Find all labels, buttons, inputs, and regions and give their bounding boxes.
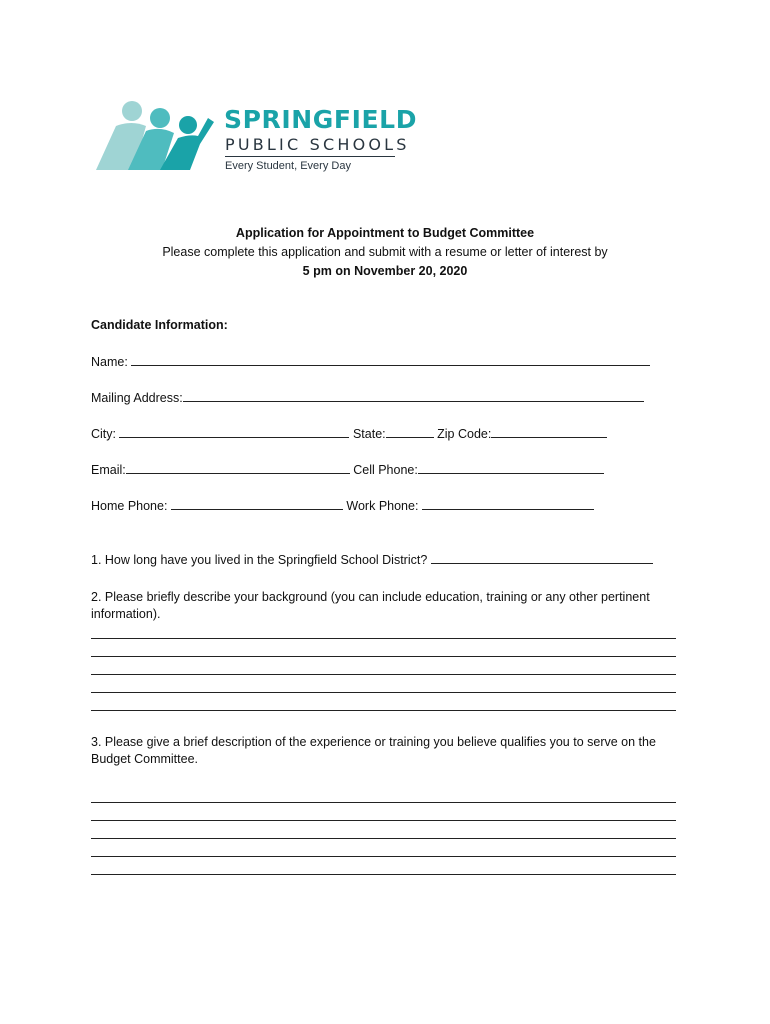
question-1-text: 1. How long have you lived in the Springfield School District? [91,553,428,567]
form-header [0,224,770,281]
students-logo-icon [94,98,218,176]
city-field[interactable] [119,425,349,438]
question-2-answer-line[interactable] [91,709,676,711]
logo-subtitle: PUBLIC SCHOOLS [225,135,410,154]
question-3-answer-line[interactable] [91,873,676,875]
mailing-address-field[interactable] [183,389,644,402]
email-field[interactable] [126,461,350,474]
work-phone-label: Work Phone: [346,499,419,513]
question-1-row [91,551,653,568]
phone-row [91,497,594,514]
state-label: State: [352,427,386,441]
email-label: Email: [91,463,126,477]
logo-tagline: Every Student, Every Day [225,160,351,172]
springfield-logo [94,98,418,178]
city-label: City: [91,427,116,441]
question-2-answer-line[interactable] [91,655,676,657]
logo-wordmark: SPRINGFIELD [224,105,418,134]
name-row [91,353,650,370]
question-2-answer-line[interactable] [91,637,676,639]
work-phone-field[interactable] [422,497,594,510]
section-title-candidate: Candidate Information: [91,318,228,332]
name-label: Name: [91,355,128,369]
question-2-text: 2. Please briefly describe your background (you can include education, training or any other pertinent information). [91,590,650,621]
question-3-answer-line[interactable] [91,819,676,821]
home-phone-field[interactable] [171,497,343,510]
mailing-row [91,389,644,406]
home-phone-label: Home Phone: [91,499,168,513]
question-3-text: 3. Please give a brief description of the experience or training you believe qualifies you to serve on the Budget Committee. [91,735,656,766]
question-3-answer-line[interactable] [91,837,676,839]
cell-phone-label: Cell Phone: [353,463,418,477]
question-3-answer-line[interactable] [91,855,676,857]
name-field[interactable] [131,353,650,366]
question-3-answer-line[interactable] [91,801,676,803]
question-2-answer-line[interactable] [91,673,676,675]
question-2-answer-line[interactable] [91,691,676,693]
logo-divider [225,156,395,157]
state-field[interactable] [386,425,434,438]
zip-label: Zip Code: [437,427,492,441]
form-deadline: 5 pm on November 20, 2020 [302,264,468,278]
form-instruction: Please complete this application and submit with a resume or letter of interest by [162,245,608,259]
email-row [91,461,604,478]
cell-phone-field[interactable] [418,461,604,474]
form-title: Application for Appointment to Budget Committee [235,226,535,240]
mailing-address-label: Mailing Address: [91,391,183,405]
city-row [91,425,607,442]
zip-field[interactable] [491,425,607,438]
question-1-answer-field[interactable] [431,551,653,564]
